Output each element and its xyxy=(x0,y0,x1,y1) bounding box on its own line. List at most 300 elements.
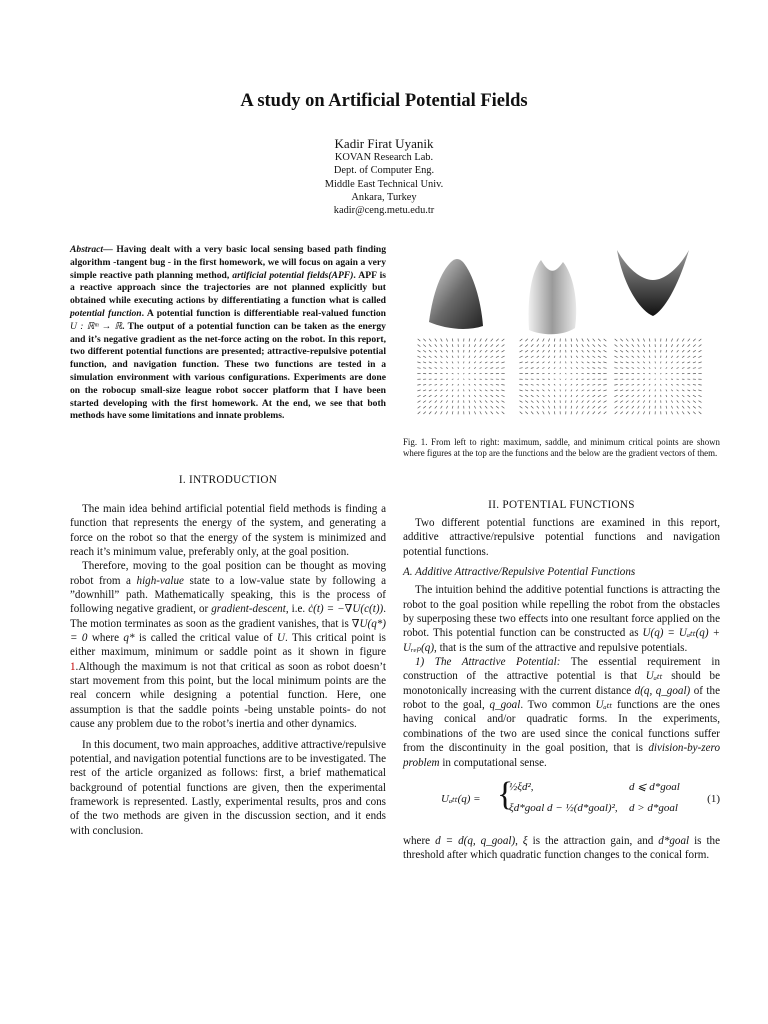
gradient-vector xyxy=(666,390,667,392)
gradient-vector xyxy=(519,390,522,391)
gradient-vector xyxy=(666,367,667,368)
gradient-vector xyxy=(446,406,447,409)
gradient-vector xyxy=(446,350,447,352)
gradient-vector xyxy=(435,356,437,358)
gradient-vector xyxy=(688,339,690,342)
gradient-vector xyxy=(598,356,601,358)
gradient-vector xyxy=(531,350,533,352)
gradient-vector xyxy=(537,384,539,385)
gradient-vector xyxy=(649,344,650,347)
gradient-vector xyxy=(452,384,453,385)
gradient-vector xyxy=(592,368,595,369)
gradient-vector xyxy=(519,362,522,363)
gradient-vector xyxy=(582,406,584,409)
gradient-vector xyxy=(519,384,522,385)
gradient-vector xyxy=(548,339,549,342)
gradient-vector xyxy=(418,401,421,403)
gradient-vector xyxy=(491,350,493,352)
gradient-vector xyxy=(632,356,634,358)
gradient-vector xyxy=(592,390,595,391)
gradient-vector xyxy=(435,339,437,342)
gradient-vector xyxy=(593,406,595,408)
gradient-vector xyxy=(698,384,701,385)
gradient-vector xyxy=(423,390,426,391)
gradient-vector xyxy=(485,339,487,342)
gradient-vector xyxy=(576,367,578,368)
gradient-vector xyxy=(688,395,691,397)
gradient-vector xyxy=(480,356,482,358)
gradient-vector xyxy=(452,339,453,342)
gradient-vector xyxy=(525,412,527,414)
gradient-vector xyxy=(435,344,437,346)
gradient-vector xyxy=(429,356,432,358)
gradient-vector xyxy=(548,344,549,347)
gradient-vector xyxy=(452,344,453,347)
gradient-vector xyxy=(474,356,475,358)
gradient-vector xyxy=(592,384,595,385)
gradient-vector xyxy=(655,384,656,386)
gradient-vector xyxy=(620,344,623,346)
gradient-vector xyxy=(560,379,561,380)
gradient-vector xyxy=(682,356,684,358)
gradient-vector xyxy=(604,339,607,341)
gradient-vector xyxy=(626,401,628,403)
gradient-vector xyxy=(677,344,679,347)
abstract-dash: — xyxy=(103,244,113,255)
gradient-vector xyxy=(626,362,629,363)
gradient-vector xyxy=(682,339,684,342)
gradient-vector xyxy=(441,339,443,342)
gradient-vector xyxy=(666,362,667,364)
gradient-vector xyxy=(469,339,470,342)
gradient-vector xyxy=(435,384,437,385)
gradient-vector xyxy=(474,390,476,392)
gradient-vector xyxy=(520,350,523,352)
gradient-vector xyxy=(423,356,426,358)
figure-ref-link[interactable]: 1 xyxy=(70,660,76,673)
affiliation-lab: KOVAN Research Lab. xyxy=(334,152,434,163)
gradient-vector xyxy=(693,339,695,341)
gradient-vector xyxy=(554,395,555,397)
gradient-vector xyxy=(626,350,628,352)
gradient-vector xyxy=(423,339,425,341)
gradient-vector xyxy=(490,362,493,363)
gradient-vector xyxy=(452,390,453,392)
gradient-vector xyxy=(598,395,601,397)
gradient-vector xyxy=(620,384,623,385)
gradient-vector xyxy=(525,344,528,346)
gradient-vector xyxy=(637,384,639,385)
gradient-vector xyxy=(566,367,567,369)
gradient-vector xyxy=(446,367,448,368)
gradient-vector xyxy=(576,395,577,397)
gradient-vector xyxy=(452,356,453,358)
gradient-vector xyxy=(474,350,475,352)
gradient-vector xyxy=(469,384,470,385)
gradient-vector xyxy=(582,390,584,391)
potential-paragraph-2: The intuition behind the additive potential functions is attracting the robot to the goal position while repelling the robot from the obstacles by superposing these two effects into one resultant force applied on the robot. This potential function can be constructed as U(q) = Uₐₜₜ(q) + Uᵣₑₚ(q), that is the sum of the attractive and repulsive potentials. xyxy=(403,584,720,654)
gradient-vector xyxy=(643,339,644,342)
gradient-vector xyxy=(418,406,421,408)
gradient-vector xyxy=(571,356,572,358)
gradient-vector xyxy=(677,350,679,352)
gradient-vector xyxy=(671,384,673,385)
gradient-vector xyxy=(682,344,684,346)
gradient-vector xyxy=(423,362,426,363)
gradient-vector xyxy=(496,350,499,352)
gradient-vector xyxy=(554,400,555,402)
gradient-vector xyxy=(615,412,618,414)
gradient-vector xyxy=(638,411,640,414)
gradient-vector xyxy=(474,400,475,402)
affiliation-dept: Dept. of Computer Eng. xyxy=(333,165,435,177)
gradient-vector xyxy=(649,395,650,397)
gradient-vector xyxy=(571,395,572,397)
gradient-vector xyxy=(693,356,696,358)
gradient-vector xyxy=(593,411,595,414)
gradient-vector xyxy=(554,350,555,352)
gradient-vector xyxy=(531,401,533,403)
gradient-vector xyxy=(531,356,534,358)
gradient-vector xyxy=(571,373,573,374)
gradient-vector xyxy=(501,362,504,363)
gradient-vector xyxy=(593,401,595,403)
gradient-vector xyxy=(520,345,523,347)
gradient-vector xyxy=(637,390,639,391)
gradient-vector xyxy=(548,350,549,352)
gradient-vector xyxy=(435,390,437,391)
gradient-vector xyxy=(554,344,555,347)
gradient-vector xyxy=(632,362,634,363)
gradient-vector xyxy=(649,373,651,374)
equation-case-1: ½ξd², xyxy=(509,780,534,793)
gradient-vector xyxy=(677,356,679,358)
gradient-vector xyxy=(660,373,661,374)
gradient-vector xyxy=(571,390,572,392)
gradient-vector xyxy=(452,411,453,414)
gradient-vector xyxy=(598,362,601,363)
gradient-vector xyxy=(576,400,577,402)
gradient-vector xyxy=(603,384,606,385)
gradient-vector xyxy=(441,350,443,352)
gradient-vector xyxy=(637,395,639,397)
gradient-vector xyxy=(604,401,607,403)
gradient-vector xyxy=(537,356,539,358)
gradient-vector xyxy=(435,368,437,369)
gradient-vector xyxy=(582,339,584,342)
intro-section xyxy=(70,474,386,494)
gradient-vector xyxy=(429,411,431,414)
gradient-vector xyxy=(671,344,672,347)
abstract-text: . The output of a potential function can be taken as the energy and it’s negative gradient as the net-force acting on the robot. In this report, two different potential functions are presented; attractive-repulsive potential function, and navigation function. These two functions are tested in a simulation environment with various configurations. Experiments are done on the robocup small-size league robot soccer platform that I have been started developing with the first homework. At the end, we see that both methods have some limitations and innate problems. xyxy=(70,320,386,422)
gradient-vector xyxy=(666,350,667,352)
gradient-vector xyxy=(698,362,701,363)
gradient-vector xyxy=(429,395,432,397)
gradient-vector xyxy=(496,406,499,408)
gradient-vector xyxy=(435,411,437,414)
gradient-vector xyxy=(587,401,589,403)
subsection-heading-additive: A. Additive Attractive/Repulsive Potential Functions xyxy=(403,566,636,579)
gradient-vector xyxy=(626,411,628,414)
gradient-vector xyxy=(682,368,684,369)
gradient-vector xyxy=(554,362,555,364)
gradient-vector xyxy=(519,356,522,357)
gradient-vector xyxy=(496,401,499,403)
gradient-vector xyxy=(458,367,459,369)
gradient-vector xyxy=(441,401,443,403)
gradient-vector xyxy=(525,356,528,358)
gradient-vector xyxy=(666,400,667,402)
gradient-vector xyxy=(440,356,442,358)
gradient-vector xyxy=(614,356,617,357)
gradient-vector xyxy=(531,390,534,391)
gradient-vector xyxy=(525,339,527,341)
gradient-vector xyxy=(435,406,437,408)
gradient-vector xyxy=(603,356,606,357)
gradient-vector xyxy=(582,350,584,352)
gradient-vector xyxy=(452,373,454,374)
gradient-vector xyxy=(490,390,493,391)
affiliation-city: Ankara, Turkey xyxy=(351,191,417,203)
gradient-vector xyxy=(598,384,601,385)
gradient-vector xyxy=(525,395,528,397)
gradient-vector xyxy=(677,368,679,369)
gradient-vector xyxy=(615,339,618,341)
gradient-vector xyxy=(649,339,650,342)
gradient-vector xyxy=(491,401,493,403)
paper-title: A study on Artificial Potential Fields xyxy=(240,91,528,111)
gradient-vector xyxy=(537,411,539,414)
gradient-vector xyxy=(614,384,617,385)
gradient-vector xyxy=(620,356,623,358)
gradient-vector xyxy=(593,350,595,352)
gradient-vector xyxy=(458,373,459,374)
gradient-vector xyxy=(677,339,679,342)
gradient-vector xyxy=(491,356,494,358)
equation-1 xyxy=(403,774,720,828)
gradient-vector xyxy=(485,401,487,403)
gradient-vector xyxy=(469,344,470,347)
gradient-vector xyxy=(632,350,634,352)
gradient-vector xyxy=(531,384,534,385)
gradient-vector xyxy=(620,390,623,391)
equation-condition-1: d ⩽ d*goal xyxy=(629,780,680,793)
potential-paragraph-3: 1) The Attractive Potential: The essential requirement in construction of the attractive potential is that Uₐₜₜ should be monotonically increasing with the current distance d(q, q_goal) of the robot to the goal, q_goal. Two common Uₐₜₜ functions are the ones having conical and/or quadratic forms. In the experiments, combinations of the two are used since the conical functions suffer from the discontinuity in the goal position, that is division-by-zero problem in computational sense. xyxy=(403,656,720,769)
gradient-vector xyxy=(501,384,504,385)
gradient-vector xyxy=(592,362,595,363)
gradient-vector xyxy=(496,356,499,358)
gradient-vector xyxy=(469,406,470,409)
gradient-vector xyxy=(582,401,584,403)
gradient-vector xyxy=(554,367,555,368)
gradient-vector xyxy=(554,373,556,374)
gradient-vector xyxy=(638,344,640,347)
gradient-vector xyxy=(543,406,545,409)
gradient-vector xyxy=(615,406,618,408)
gradient-vector xyxy=(485,368,487,369)
gradient-vector xyxy=(485,384,487,385)
gradient-vector xyxy=(682,350,684,352)
gradient-vector xyxy=(429,390,432,391)
gradient-vector xyxy=(614,390,617,391)
gradient-vector xyxy=(548,406,549,409)
gradient-vector xyxy=(649,390,650,392)
gradient-vector xyxy=(446,362,448,364)
gradient-vector xyxy=(693,390,696,391)
gradient-vector xyxy=(643,356,644,358)
gradient-vector xyxy=(576,339,577,342)
gradient-vector xyxy=(693,406,696,408)
gradient-vector xyxy=(671,356,672,358)
gradient-vector xyxy=(571,384,572,385)
gradient-vector xyxy=(490,384,493,385)
gradient-vector xyxy=(603,362,606,363)
section-heading-potential-functions: II. POTENTIAL FUNCTIONS xyxy=(488,499,635,511)
gradient-vector xyxy=(666,411,667,414)
gradient-vector xyxy=(491,395,494,397)
gradient-vector xyxy=(582,368,584,369)
gradient-vector xyxy=(501,368,504,369)
gradient-vector xyxy=(554,384,555,385)
gradient-vector xyxy=(469,390,470,392)
gradient-vector xyxy=(649,400,650,402)
gradient-vector xyxy=(525,368,528,369)
gradient-vector xyxy=(637,356,639,358)
gradient-vector xyxy=(643,344,644,347)
gradient-vector xyxy=(525,362,528,363)
gradient-vector xyxy=(620,368,623,369)
gradient-vector xyxy=(474,411,475,414)
gradient-vector xyxy=(537,350,539,352)
gradient-vector xyxy=(699,350,702,352)
gradient-vector xyxy=(531,344,533,346)
gradient-vector xyxy=(682,395,684,397)
gradient-vector xyxy=(620,362,623,363)
gradient-vector xyxy=(469,411,470,414)
gradient-vector xyxy=(626,344,628,346)
gradient-vector xyxy=(423,401,426,403)
gradient-vector xyxy=(566,384,567,386)
gradient-vector xyxy=(626,368,629,369)
gradient-vector xyxy=(677,406,679,409)
gradient-vector xyxy=(418,345,421,347)
gradient-vector xyxy=(598,339,600,341)
gradient-vector xyxy=(682,390,684,391)
gradient-vector xyxy=(576,356,577,358)
gradient-vector xyxy=(474,406,475,409)
gradient-vector xyxy=(626,406,628,408)
gradient-vector xyxy=(464,367,465,369)
gradient-vector xyxy=(548,356,549,358)
gradient-vector xyxy=(677,401,679,403)
equation-condition-2: d > d*goal xyxy=(629,801,678,814)
gradient-vector xyxy=(688,344,690,346)
gradient-vector xyxy=(666,373,668,374)
figure-critical-points xyxy=(403,244,720,434)
gradient-vector xyxy=(699,412,702,414)
gradient-vector xyxy=(571,406,572,409)
gradient-vector xyxy=(693,368,696,369)
intro-paragraph-1: The main idea behind artificial potential field methods is finding a function that represents the energy of the system, and generating a force on the robot so that the energy of the system is minimized and reach it’s minimum value, preferably only, at the goal position. xyxy=(70,503,386,559)
gradient-vector xyxy=(655,367,656,369)
gradient-vector xyxy=(548,395,549,397)
gradient-vector xyxy=(537,390,539,391)
gradient-vector xyxy=(429,384,432,385)
gradient-vector xyxy=(688,401,690,403)
gradient-vector xyxy=(548,411,549,414)
gradient-vector xyxy=(531,362,534,363)
potential-paragraph-1: Two different potential functions are examined in this report, additive attractive/repulsive potential functions and navigation potential functions. xyxy=(403,517,720,558)
gradient-vector xyxy=(614,368,617,369)
gradient-vector xyxy=(688,406,690,408)
gradient-vector xyxy=(554,356,555,358)
gradient-vector xyxy=(682,384,684,385)
gradient-vector xyxy=(435,362,437,363)
section-heading-introduction: I. INTRODUCTION xyxy=(178,474,278,486)
gradient-vector xyxy=(502,406,505,408)
gradient-vector xyxy=(687,390,690,391)
gradient-vector xyxy=(560,373,561,374)
gradient-vector xyxy=(620,395,623,397)
gradient-vector xyxy=(587,411,589,414)
gradient-vector xyxy=(490,368,493,369)
gradient-vector xyxy=(463,379,464,380)
gradient-vector xyxy=(598,390,601,391)
gradient-vector xyxy=(474,384,476,385)
gradient-vector xyxy=(560,367,561,369)
gradient-vector xyxy=(418,350,421,352)
gradient-vector xyxy=(537,395,539,397)
gradient-vector xyxy=(480,390,482,391)
abstract-text: . APF is a reactive approach since the trajectories are not planned explicitly but obtained while executing actions by differentiating a function what is called xyxy=(70,269,386,307)
gradient-vector xyxy=(480,344,482,347)
abstract-label: Abstract xyxy=(70,244,104,255)
gradient-vector xyxy=(463,373,464,374)
gradient-vector xyxy=(474,362,476,364)
gradient-vector xyxy=(429,368,432,369)
gradient-vector xyxy=(687,384,690,385)
gradient-vector xyxy=(643,384,645,385)
gradient-vector xyxy=(469,400,470,402)
gradient-vector xyxy=(587,390,589,391)
gradient-vector xyxy=(480,395,482,397)
intro-paragraph-3: In this document, two main approaches, additive attractive/repulsive potential, and navigation potential functions are to be investigated. The rest of the article organized as follows: first, a brief mathematical background of potential functions are given, then the experimental framework is represented. Lastly, experimental results, pros and cons of the two methods are given in the discussion section, and it ends with conclusion. xyxy=(70,738,386,837)
gradient-vector xyxy=(485,411,487,414)
gradient-vector xyxy=(626,339,628,342)
gradient-vector xyxy=(582,356,584,358)
gradient-vector xyxy=(649,384,650,385)
gradient-vector xyxy=(485,356,487,358)
gradient-vector xyxy=(525,384,528,385)
gradient-vector xyxy=(693,401,696,403)
gradient-vector xyxy=(687,368,690,369)
gradient-vector xyxy=(452,379,454,380)
gradient-vector xyxy=(682,411,684,414)
potential-paragraph-4: where d = d(q, q_goal), ξ is the attraction gain, and d*goal is the threshold after which quadratic function changes to the conical form. xyxy=(403,834,721,862)
gradient-vector xyxy=(626,395,629,397)
gradient-vector xyxy=(571,379,573,380)
gradient-vector xyxy=(666,344,667,347)
gradient-vector xyxy=(496,384,499,385)
intro-paragraph-2: Therefore, moving to the goal position can be thought as moving robot from a high-value state to a low-value state by following a ”downhill” path. Mathematically speaking, this is the process of following negative gradient, or gradient-descent, i.e. ċ(t) = −∇U(c(t)). The motion terminates as soon as the gradient vanishes, that is ∇U(q*) = 0 where q* is called the critical value of U. This critical point is either maximum, minimum or saddle point as it shown in figure 1.Although the maximum is not that critical as soon as robot doesn’t start movement from this point, but the local minimum points are the real concern while designing a potential function. Here, one assumption is that the saddle points -being unstable points- do not cause any problem due to the robot’s inertia and other dynamics. xyxy=(70,560,386,731)
gradient-vector xyxy=(671,400,672,402)
gradient-vector xyxy=(661,367,662,369)
gradient-vector xyxy=(548,400,549,402)
gradient-vector xyxy=(571,344,572,347)
gradient-vector xyxy=(666,356,667,358)
gradient-vector xyxy=(429,344,431,346)
gradient-vector xyxy=(496,344,499,346)
